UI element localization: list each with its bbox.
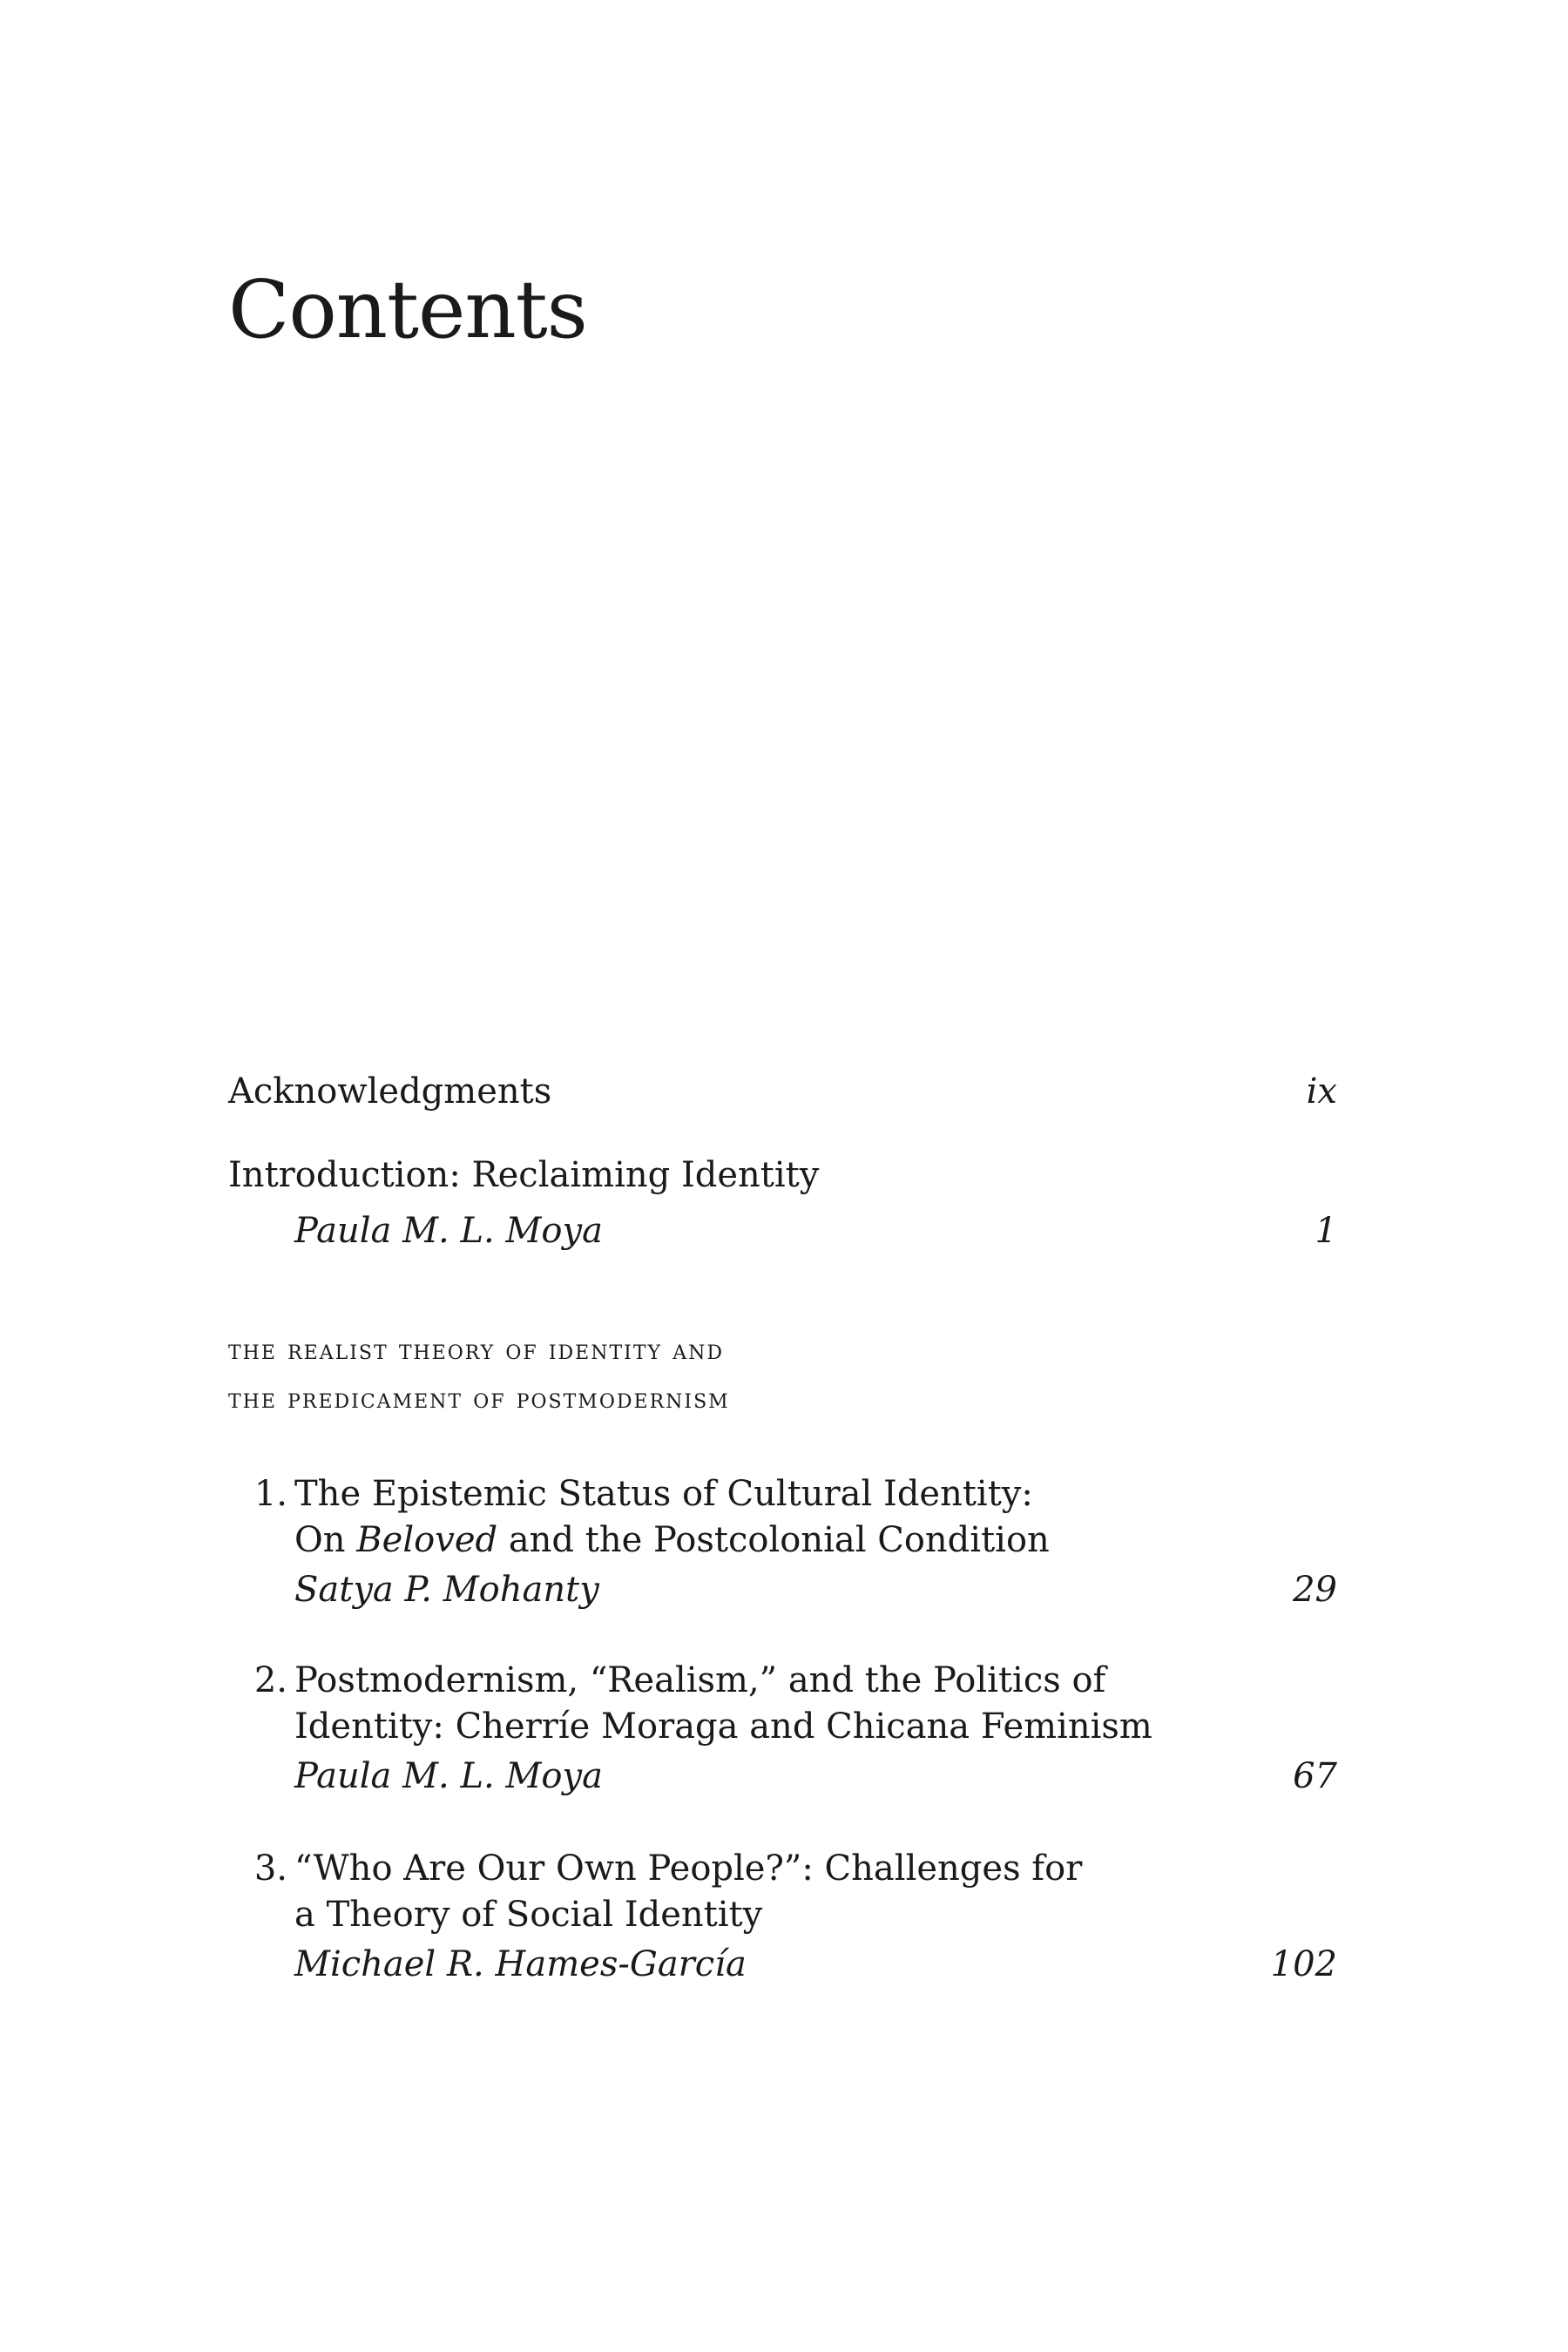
page-number-chapter-3: 102	[1270, 1944, 1337, 1984]
section-heading-line-1: the realist theory of identity and	[228, 1333, 724, 1366]
section-heading-line-2: the predicament of postmodernism	[228, 1382, 730, 1415]
toc-entry-acknowledgments: Acknowledgments	[228, 1071, 552, 1112]
page-number-introduction: 1	[1315, 1211, 1337, 1251]
chapter-1-title-line-2	[294, 1520, 1050, 1560]
page-title: Contents	[228, 263, 587, 356]
chapter-1-title-prefix: On	[294, 1520, 357, 1560]
chapter-number-3: 3.	[253, 1848, 287, 1889]
chapter-number-2: 2.	[253, 1660, 287, 1700]
page-number-chapter-1: 29	[1293, 1570, 1337, 1610]
page-number-acknowledgments: ix	[1306, 1071, 1337, 1112]
toc-entry-introduction: Introduction: Reclaiming Identity	[228, 1155, 820, 1195]
chapter-1-title-suffix: and the Postcolonial Condition	[497, 1520, 1050, 1560]
chapter-1-title-italic: Beloved	[356, 1520, 498, 1560]
chapter-3-title-line-1: “Who Are Our Own People?”: Challenges for	[294, 1848, 1083, 1889]
chapter-3-title-line-2: a Theory of Social Identity	[294, 1895, 763, 1935]
chapter-1-author: Satya P. Mohanty	[294, 1570, 599, 1610]
chapter-3-author: Michael R. Hames-García	[294, 1944, 747, 1984]
chapter-2-author: Paula M. L. Moya	[294, 1756, 603, 1796]
chapter-1-title-line-1: The Epistemic Status of Cultural Identity:	[294, 1474, 1033, 1514]
toc-author-introduction: Paula M. L. Moya	[294, 1211, 603, 1251]
chapter-number-1: 1.	[253, 1474, 287, 1514]
chapter-2-title-line-2: Identity: Cherríe Moraga and Chicana Feminism	[294, 1707, 1152, 1747]
page-number-chapter-2: 67	[1293, 1756, 1337, 1796]
chapter-2-title-line-1: Postmodernism, “Realism,” and the Politics of	[294, 1660, 1106, 1700]
